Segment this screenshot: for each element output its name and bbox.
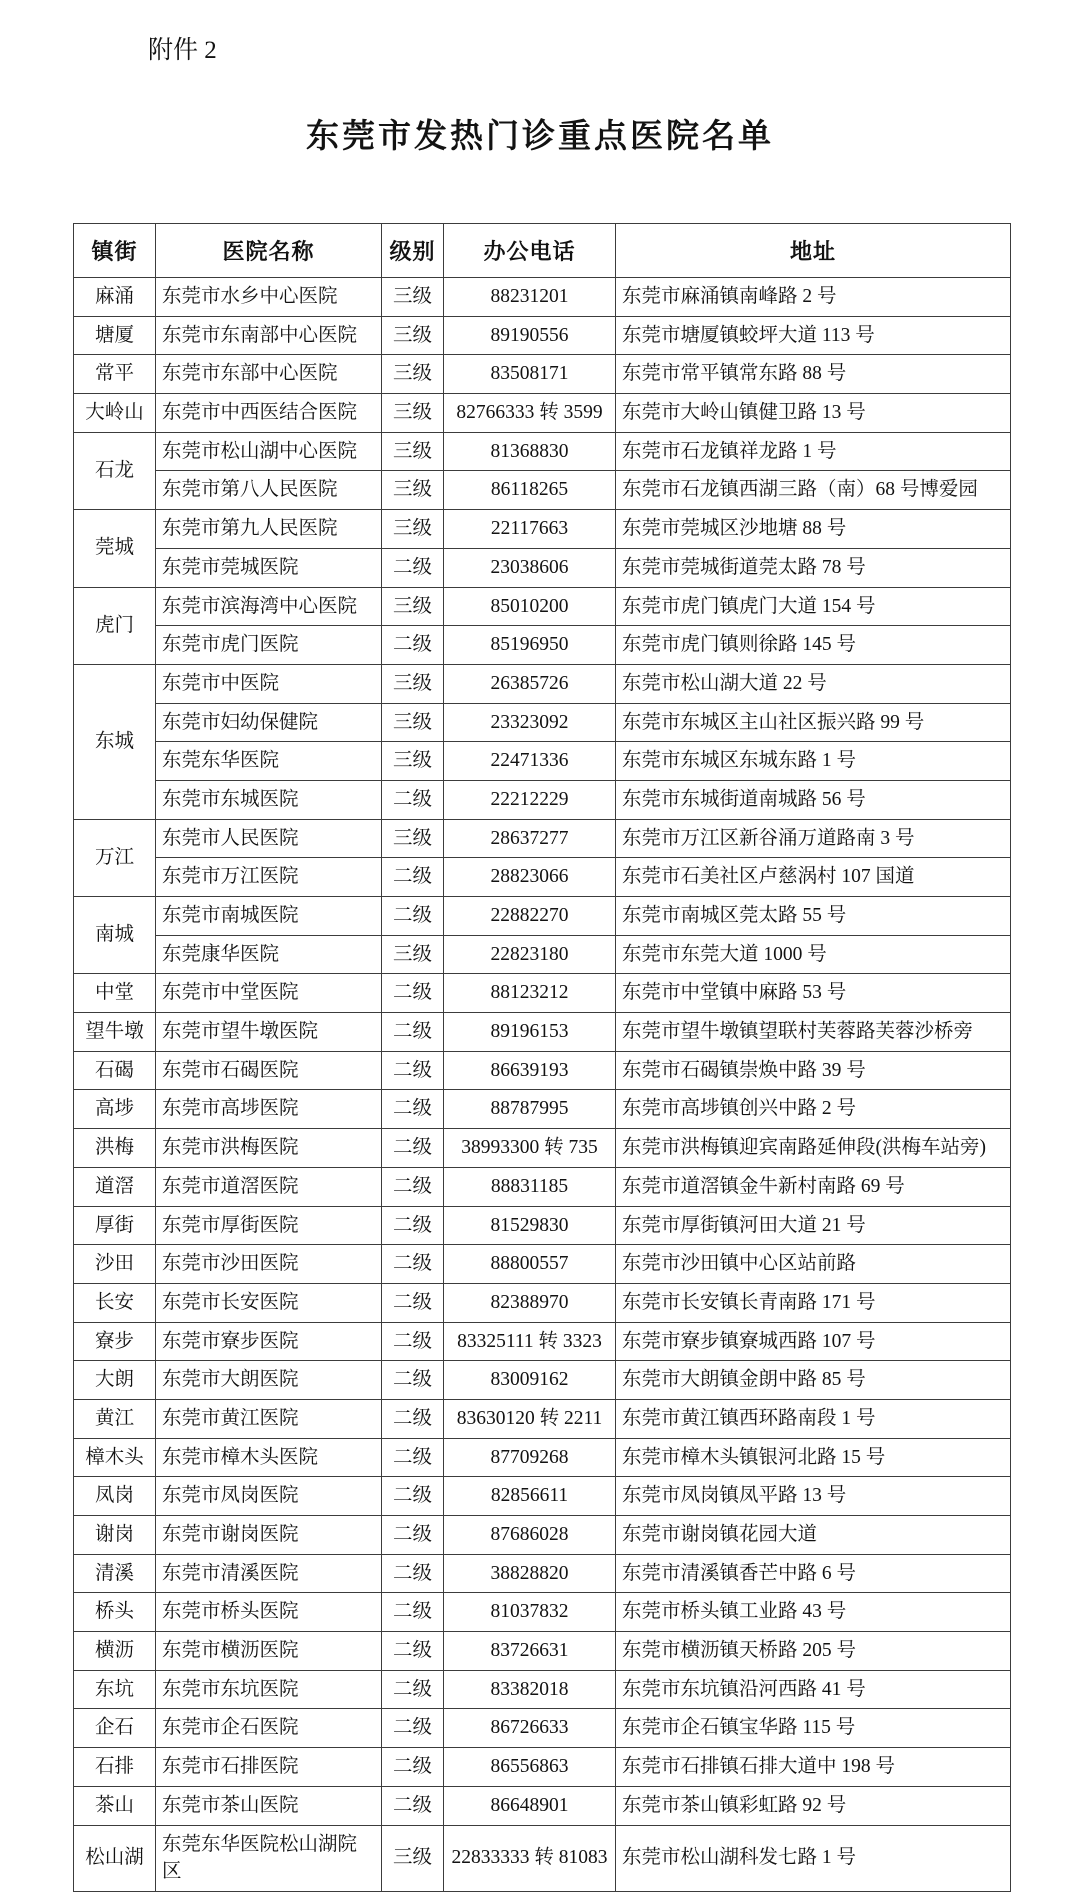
level-cell: 二级: [382, 1245, 444, 1284]
level-cell: 三级: [382, 510, 444, 549]
table-row: [74, 1013, 1011, 1052]
table-row: [74, 664, 1011, 703]
address-cell: 东莞市石排镇石排大道中 198 号: [616, 1748, 1011, 1787]
town-cell: 麻涌: [74, 278, 156, 317]
table-row: [74, 858, 1011, 897]
hospital-cell: 东莞市人民医院: [156, 819, 382, 858]
phone-cell: 86118265: [444, 471, 616, 510]
phone-cell: 88831185: [444, 1167, 616, 1206]
phone-cell: 22471336: [444, 742, 616, 781]
phone-cell: 88123212: [444, 974, 616, 1013]
table-row: [74, 1283, 1011, 1322]
phone-cell: 89190556: [444, 316, 616, 355]
level-cell: 三级: [382, 664, 444, 703]
level-cell: 三级: [382, 819, 444, 858]
address-cell: 东莞市东城街道南城路 56 号: [616, 780, 1011, 819]
address-cell: 东莞市望牛墩镇望联村芙蓉路芙蓉沙桥旁: [616, 1013, 1011, 1052]
table-row: [74, 1825, 1011, 1891]
town-cell: 望牛墩: [74, 1013, 156, 1052]
level-cell: 二级: [382, 1399, 444, 1438]
level-cell: 二级: [382, 1013, 444, 1052]
table-row: [74, 897, 1011, 936]
hospital-cell: 东莞市石排医院: [156, 1748, 382, 1787]
level-cell: 三级: [382, 703, 444, 742]
hospital-cell: 东莞市滨海湾中心医院: [156, 587, 382, 626]
table-row: [74, 1361, 1011, 1400]
town-cell: 横沥: [74, 1632, 156, 1671]
town-cell: 凤岗: [74, 1477, 156, 1516]
address-cell: 东莞市长安镇长青南路 171 号: [616, 1283, 1011, 1322]
table-row: [74, 510, 1011, 549]
address-cell: 东莞市虎门镇虎门大道 154 号: [616, 587, 1011, 626]
hospital-cell: 东莞市石碣医院: [156, 1051, 382, 1090]
table-row: [74, 1748, 1011, 1787]
level-cell: 二级: [382, 1632, 444, 1671]
phone-cell: 22212229: [444, 780, 616, 819]
address-cell: 东莞市万江区新谷涌万道路南 3 号: [616, 819, 1011, 858]
address-cell: 东莞市企石镇宝华路 115 号: [616, 1709, 1011, 1748]
table-row: [74, 780, 1011, 819]
hospital-cell: 东莞东华医院松山湖院区: [156, 1825, 382, 1891]
town-cell: 沙田: [74, 1245, 156, 1284]
town-cell: 企石: [74, 1709, 156, 1748]
address-cell: 东莞市清溪镇香芒中路 6 号: [616, 1554, 1011, 1593]
phone-cell: 88231201: [444, 278, 616, 317]
phone-cell: 82388970: [444, 1283, 616, 1322]
level-cell: 三级: [382, 742, 444, 781]
hospital-cell: 东莞市黄江医院: [156, 1399, 382, 1438]
town-cell: 清溪: [74, 1554, 156, 1593]
level-cell: 三级: [382, 432, 444, 471]
phone-cell: 86556863: [444, 1748, 616, 1787]
table-row: [74, 974, 1011, 1013]
hospital-cell: 东莞市清溪医院: [156, 1554, 382, 1593]
page-title: 东莞市发热门诊重点医院名单: [306, 119, 774, 155]
address-cell: 东莞市洪梅镇迎宾南路延伸段(洪梅车站旁): [616, 1129, 1011, 1168]
address-cell: 东莞市黄江镇西环路南段 1 号: [616, 1399, 1011, 1438]
phone-cell: 22833333 转 81083: [444, 1825, 616, 1891]
phone-cell: 26385726: [444, 664, 616, 703]
hospital-cell: 东莞市道滘医院: [156, 1167, 382, 1206]
level-cell: 二级: [382, 1206, 444, 1245]
phone-cell: 23038606: [444, 548, 616, 587]
address-cell: 东莞市高埗镇创兴中路 2 号: [616, 1090, 1011, 1129]
town-cell: 黄江: [74, 1399, 156, 1438]
town-cell: 茶山: [74, 1786, 156, 1825]
town-cell: 莞城: [74, 510, 156, 587]
town-cell: 万江: [74, 819, 156, 896]
table-row: [74, 1399, 1011, 1438]
level-cell: 二级: [382, 1593, 444, 1632]
phone-cell: 88800557: [444, 1245, 616, 1284]
level-cell: 二级: [382, 1322, 444, 1361]
header-row: [74, 224, 1011, 278]
town-cell: 高埗: [74, 1090, 156, 1129]
table-header: [74, 224, 1011, 278]
town-cell: 石排: [74, 1748, 156, 1787]
hospital-cell: 东莞东华医院: [156, 742, 382, 781]
phone-cell: 22117663: [444, 510, 616, 549]
address-cell: 东莞市茶山镇彩虹路 92 号: [616, 1786, 1011, 1825]
level-cell: 二级: [382, 548, 444, 587]
hospital-cell: 东莞康华医院: [156, 935, 382, 974]
phone-cell: 86648901: [444, 1786, 616, 1825]
address-cell: 东莞市横沥镇天桥路 205 号: [616, 1632, 1011, 1671]
table-row: [74, 1709, 1011, 1748]
hospital-cell: 东莞市长安医院: [156, 1283, 382, 1322]
hospital-cell: 东莞市东南部中心医院: [156, 316, 382, 355]
hospital-cell: 东莞市南城医院: [156, 897, 382, 936]
hospital-cell: 东莞市东坑医院: [156, 1670, 382, 1709]
table-row: [74, 1438, 1011, 1477]
hospital-cell: 东莞市高埗医院: [156, 1090, 382, 1129]
table-row: [74, 1129, 1011, 1168]
address-cell: 东莞市樟木头镇银河北路 15 号: [616, 1438, 1011, 1477]
level-cell: 二级: [382, 1438, 444, 1477]
table-row: [74, 432, 1011, 471]
hospital-cell: 东莞市松山湖中心医院: [156, 432, 382, 471]
phone-cell: 89196153: [444, 1013, 616, 1052]
town-cell: 塘厦: [74, 316, 156, 355]
level-cell: 二级: [382, 1786, 444, 1825]
table-row: [74, 1632, 1011, 1671]
town-cell: 寮步: [74, 1322, 156, 1361]
phone-cell: 81529830: [444, 1206, 616, 1245]
town-cell: 南城: [74, 897, 156, 974]
level-cell: 二级: [382, 1090, 444, 1129]
phone-cell: 86639193: [444, 1051, 616, 1090]
hospital-cell: 东莞市凤岗医院: [156, 1477, 382, 1516]
level-cell: 二级: [382, 1283, 444, 1322]
address-cell: 东莞市常平镇常东路 88 号: [616, 355, 1011, 394]
hospital-cell: 东莞市东部中心医院: [156, 355, 382, 394]
level-cell: 三级: [382, 471, 444, 510]
address-cell: 东莞市东坑镇沿河西路 41 号: [616, 1670, 1011, 1709]
address-cell: 东莞市寮步镇寮城西路 107 号: [616, 1322, 1011, 1361]
address-cell: 东莞市大岭山镇健卫路 13 号: [616, 394, 1011, 433]
hospital-cell: 东莞市莞城医院: [156, 548, 382, 587]
hospital-cell: 东莞市洪梅医院: [156, 1129, 382, 1168]
address-cell: 东莞市道滘镇金牛新村南路 69 号: [616, 1167, 1011, 1206]
address-cell: 东莞市石龙镇祥龙路 1 号: [616, 432, 1011, 471]
table-row: [74, 1322, 1011, 1361]
phone-cell: 83009162: [444, 1361, 616, 1400]
table-row: [74, 819, 1011, 858]
town-cell: 东坑: [74, 1670, 156, 1709]
phone-cell: 23323092: [444, 703, 616, 742]
phone-cell: 82856611: [444, 1477, 616, 1516]
phone-cell: 86726633: [444, 1709, 616, 1748]
level-cell: 三级: [382, 935, 444, 974]
level-cell: 二级: [382, 1748, 444, 1787]
phone-cell: 38828820: [444, 1554, 616, 1593]
hospital-cell: 东莞市水乡中心医院: [156, 278, 382, 317]
header-address: 地址: [616, 224, 1011, 278]
town-cell: 道滘: [74, 1167, 156, 1206]
phone-cell: 83630120 转 2211: [444, 1399, 616, 1438]
level-cell: 二级: [382, 1361, 444, 1400]
address-cell: 东莞市谢岗镇花园大道: [616, 1516, 1011, 1555]
phone-cell: 85196950: [444, 626, 616, 665]
level-cell: 三级: [382, 394, 444, 433]
level-cell: 三级: [382, 1825, 444, 1891]
table-row: [74, 1051, 1011, 1090]
address-cell: 东莞市沙田镇中心区站前路: [616, 1245, 1011, 1284]
phone-cell: 88787995: [444, 1090, 616, 1129]
phone-cell: 83382018: [444, 1670, 616, 1709]
hospital-cell: 东莞市寮步医院: [156, 1322, 382, 1361]
town-cell: 大岭山: [74, 394, 156, 433]
address-cell: 东莞市石美社区卢慈涡村 107 国道: [616, 858, 1011, 897]
address-cell: 东莞市塘厦镇蛟坪大道 113 号: [616, 316, 1011, 355]
address-cell: 东莞市莞城区沙地塘 88 号: [616, 510, 1011, 549]
hospital-cell: 东莞市第九人民医院: [156, 510, 382, 549]
table-row: [74, 587, 1011, 626]
level-cell: 二级: [382, 897, 444, 936]
address-cell: 东莞市桥头镇工业路 43 号: [616, 1593, 1011, 1632]
level-cell: 二级: [382, 1670, 444, 1709]
phone-cell: 85010200: [444, 587, 616, 626]
table-row: [74, 394, 1011, 433]
level-cell: 二级: [382, 1477, 444, 1516]
table-row: [74, 1090, 1011, 1129]
header-level: 级别: [382, 224, 444, 278]
address-cell: 东莞市石碣镇崇焕中路 39 号: [616, 1051, 1011, 1090]
level-cell: 二级: [382, 1167, 444, 1206]
table-row: [74, 626, 1011, 665]
table-row: [74, 1516, 1011, 1555]
hospital-cell: 东莞市桥头医院: [156, 1593, 382, 1632]
table-row: [74, 1554, 1011, 1593]
hospital-cell: 东莞市厚街医院: [156, 1206, 382, 1245]
table-row: [74, 278, 1011, 317]
hospital-cell: 东莞市大朗医院: [156, 1361, 382, 1400]
phone-cell: 83325111 转 3323: [444, 1322, 616, 1361]
hospital-cell: 东莞市横沥医院: [156, 1632, 382, 1671]
hospital-cell: 东莞市虎门医院: [156, 626, 382, 665]
town-cell: 洪梅: [74, 1129, 156, 1168]
phone-cell: 22823180: [444, 935, 616, 974]
address-cell: 东莞市松山湖科发七路 1 号: [616, 1825, 1011, 1891]
hospital-cell: 东莞市谢岗医院: [156, 1516, 382, 1555]
town-cell: 中堂: [74, 974, 156, 1013]
level-cell: 二级: [382, 1554, 444, 1593]
table-row: [74, 548, 1011, 587]
header-hospital-name: 医院名称: [156, 224, 382, 278]
address-cell: 东莞市厚街镇河田大道 21 号: [616, 1206, 1011, 1245]
table-row: [74, 355, 1011, 394]
table-row: [74, 1206, 1011, 1245]
address-cell: 东莞市中堂镇中麻路 53 号: [616, 974, 1011, 1013]
level-cell: 三级: [382, 587, 444, 626]
address-cell: 东莞市松山湖大道 22 号: [616, 664, 1011, 703]
phone-cell: 83508171: [444, 355, 616, 394]
town-cell: 松山湖: [74, 1825, 156, 1891]
hospital-cell: 东莞市望牛墩医院: [156, 1013, 382, 1052]
level-cell: 二级: [382, 1516, 444, 1555]
hospital-cell: 东莞市中堂医院: [156, 974, 382, 1013]
table-row: [74, 1167, 1011, 1206]
level-cell: 二级: [382, 626, 444, 665]
address-cell: 东莞市莞城街道莞太路 78 号: [616, 548, 1011, 587]
hospital-cell: 东莞市万江医院: [156, 858, 382, 897]
address-cell: 东莞市麻涌镇南峰路 2 号: [616, 278, 1011, 317]
address-cell: 东莞市东城区东城东路 1 号: [616, 742, 1011, 781]
level-cell: 二级: [382, 1051, 444, 1090]
town-cell: 谢岗: [74, 1516, 156, 1555]
phone-cell: 22882270: [444, 897, 616, 936]
address-cell: 东莞市凤岗镇凤平路 13 号: [616, 1477, 1011, 1516]
table-row: [74, 471, 1011, 510]
hospital-cell: 东莞市中医院: [156, 664, 382, 703]
hospital-cell: 东莞市中西医结合医院: [156, 394, 382, 433]
phone-cell: 81037832: [444, 1593, 616, 1632]
header-town: 镇街: [74, 224, 156, 278]
header-phone: 办公电话: [444, 224, 616, 278]
table-row: [74, 935, 1011, 974]
phone-cell: 28637277: [444, 819, 616, 858]
town-cell: 厚街: [74, 1206, 156, 1245]
address-cell: 东莞市石龙镇西湖三路（南）68 号博爱园: [616, 471, 1011, 510]
hospital-cell: 东莞市企石医院: [156, 1709, 382, 1748]
address-cell: 东莞市大朗镇金朗中路 85 号: [616, 1361, 1011, 1400]
level-cell: 二级: [382, 780, 444, 819]
table-row: [74, 1670, 1011, 1709]
table-row: [74, 1786, 1011, 1825]
phone-cell: 87686028: [444, 1516, 616, 1555]
phone-cell: 38993300 转 735: [444, 1129, 616, 1168]
phone-cell: 83726631: [444, 1632, 616, 1671]
level-cell: 二级: [382, 1709, 444, 1748]
town-cell: 虎门: [74, 587, 156, 664]
table-row: [74, 1477, 1011, 1516]
table-body: [74, 278, 1011, 1892]
table-row: [74, 703, 1011, 742]
phone-cell: 28823066: [444, 858, 616, 897]
level-cell: 二级: [382, 974, 444, 1013]
table-row: [74, 316, 1011, 355]
hospital-cell: 东莞市东城医院: [156, 780, 382, 819]
hospital-table: [73, 223, 1011, 1892]
hospital-cell: 东莞市第八人民医院: [156, 471, 382, 510]
table-row: [74, 1593, 1011, 1632]
town-cell: 石龙: [74, 432, 156, 509]
phone-cell: 81368830: [444, 432, 616, 471]
level-cell: 三级: [382, 316, 444, 355]
town-cell: 大朗: [74, 1361, 156, 1400]
hospital-cell: 东莞市妇幼保健院: [156, 703, 382, 742]
hospital-cell: 东莞市沙田医院: [156, 1245, 382, 1284]
address-cell: 东莞市东莞大道 1000 号: [616, 935, 1011, 974]
level-cell: 三级: [382, 278, 444, 317]
town-cell: 樟木头: [74, 1438, 156, 1477]
town-cell: 长安: [74, 1283, 156, 1322]
address-cell: 东莞市南城区莞太路 55 号: [616, 897, 1011, 936]
table-row: [74, 1245, 1011, 1284]
address-cell: 东莞市东城区主山社区振兴路 99 号: [616, 703, 1011, 742]
town-cell: 常平: [74, 355, 156, 394]
phone-cell: 82766333 转 3599: [444, 394, 616, 433]
attachment-label: 附件 2: [148, 37, 217, 64]
level-cell: 三级: [382, 355, 444, 394]
phone-cell: 87709268: [444, 1438, 616, 1477]
level-cell: 二级: [382, 858, 444, 897]
town-cell: 桥头: [74, 1593, 156, 1632]
hospital-cell: 东莞市茶山医院: [156, 1786, 382, 1825]
table-row: [74, 742, 1011, 781]
town-cell: 石碣: [74, 1051, 156, 1090]
hospital-cell: 东莞市樟木头医院: [156, 1438, 382, 1477]
address-cell: 东莞市虎门镇则徐路 145 号: [616, 626, 1011, 665]
level-cell: 二级: [382, 1129, 444, 1168]
town-cell: 东城: [74, 664, 156, 819]
